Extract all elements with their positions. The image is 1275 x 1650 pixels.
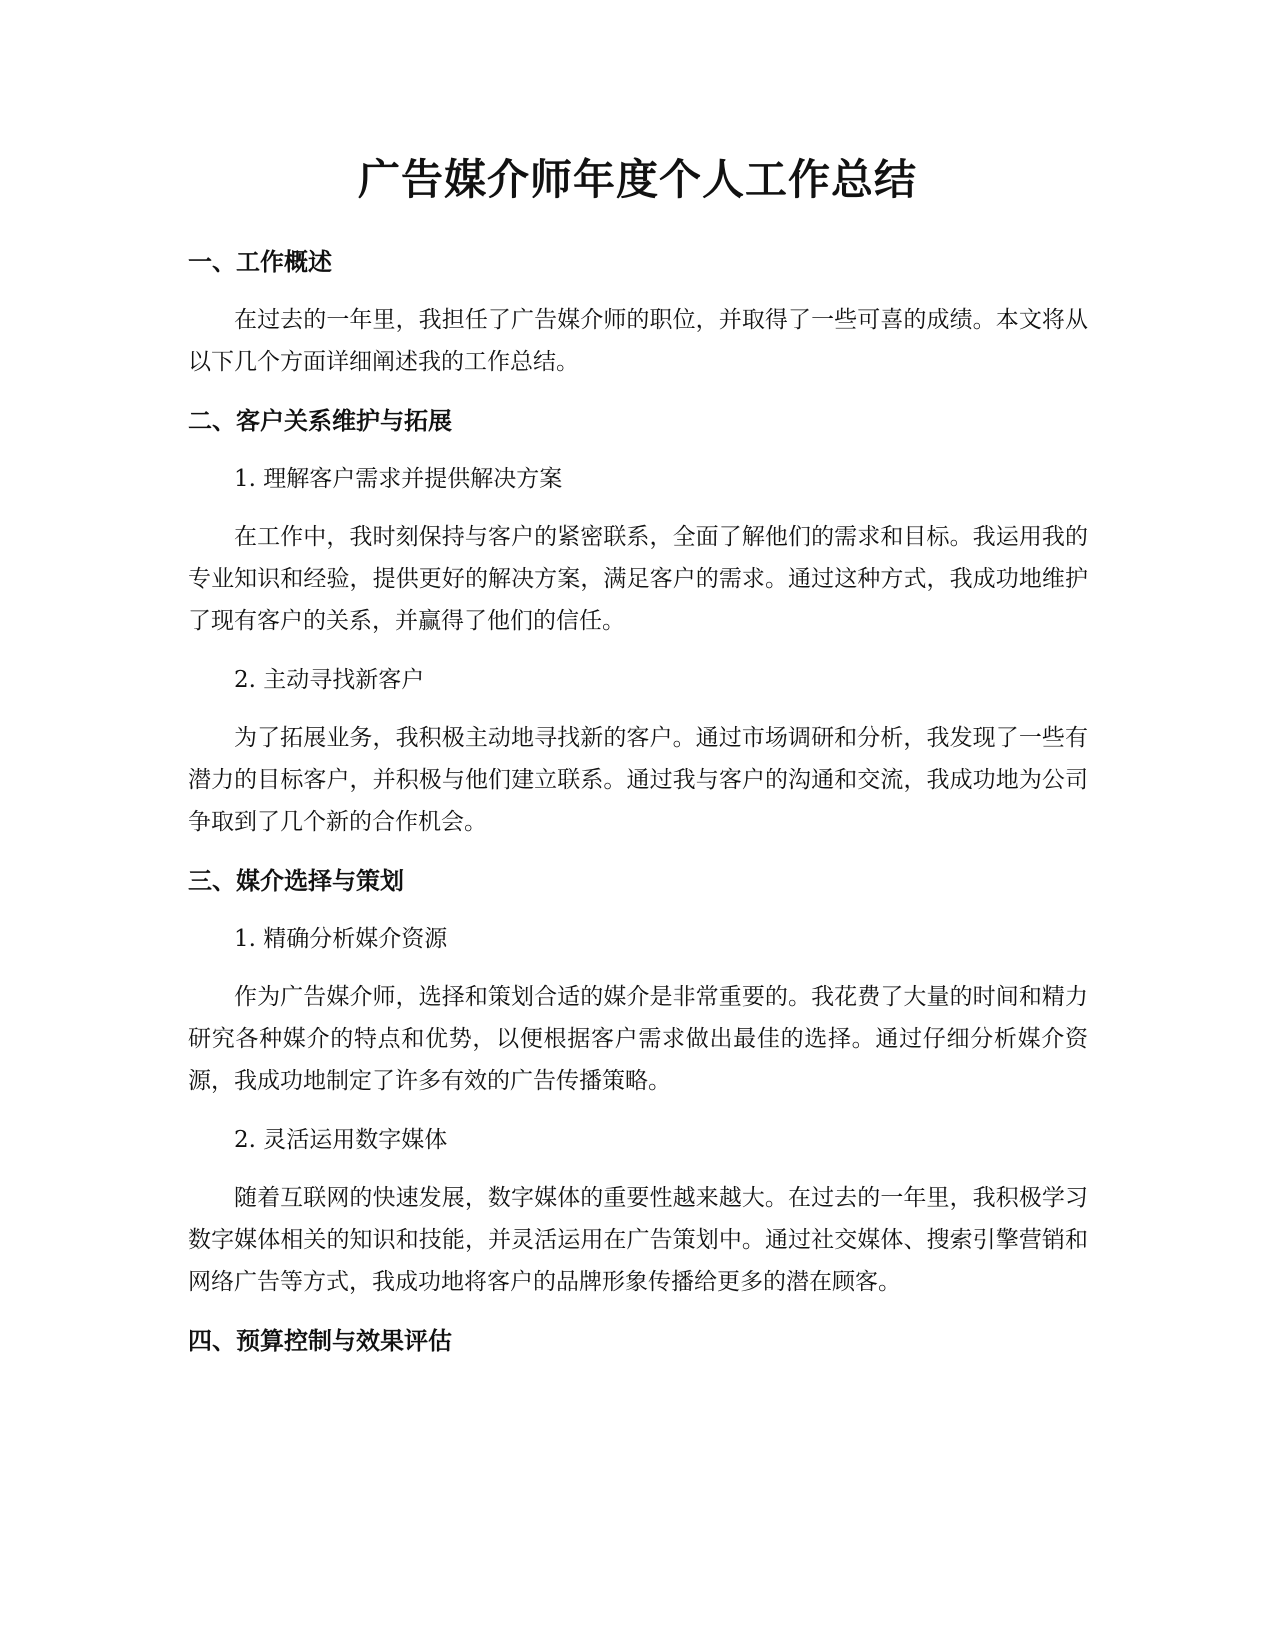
- paragraph: 在过去的一年里，我担任了广告媒介师的职位，并取得了一些可喜的成绩。本文将从以下几个方面详细阐述我的工作总结。: [188, 307, 1088, 375]
- section-heading-budget-evaluation: 四、预算控制与效果评估: [188, 1327, 452, 1355]
- subheading: 2. 灵活运用数字媒体: [234, 1127, 448, 1153]
- document-body: [188, 246, 1088, 1383]
- section-heading-client-relations: 二、客户关系维护与拓展: [188, 407, 452, 435]
- paragraph: 作为广告媒介师，选择和策划合适的媒介是非常重要的。我花费了大量的时间和精力研究各种媒介的特点和优势，以便根据客户需求做出最佳的选择。通过仔细分析媒介资源，我成功地制定了许多有效的广告传播策略。: [188, 984, 1088, 1094]
- paragraph: 为了拓展业务，我积极主动地寻找新的客户。通过市场调研和分析，我发现了一些有潜力的目标客户，并积极与他们建立联系。通过我与客户的沟通和交流，我成功地为公司争取到了几个新的合作机会。: [188, 725, 1088, 835]
- subheading: 1. 精确分析媒介资源: [234, 926, 448, 952]
- section-heading-media-planning: 三、媒介选择与策划: [188, 867, 404, 895]
- paragraph: 随着互联网的快速发展，数字媒体的重要性越来越大。在过去的一年里，我积极学习数字媒体相关的知识和技能，并灵活运用在广告策划中。通过社交媒体、搜索引擎营销和网络广告等方式，我成功地将客户的品牌形象传播给更多的潜在顾客。: [188, 1185, 1088, 1295]
- subheading: 1. 理解客户需求并提供解决方案: [234, 466, 563, 492]
- document-title: 广告媒介师年度个人工作总结: [357, 155, 917, 204]
- section-heading-overview: 一、工作概述: [188, 248, 332, 276]
- paragraph: 在工作中，我时刻保持与客户的紧密联系，全面了解他们的需求和目标。我运用我的专业知识和经验，提供更好的解决方案，满足客户的需求。通过这种方式，我成功地维护了现有客户的关系，并赢得了他们的信任。: [188, 524, 1088, 634]
- subheading: 2. 主动寻找新客户: [234, 667, 425, 693]
